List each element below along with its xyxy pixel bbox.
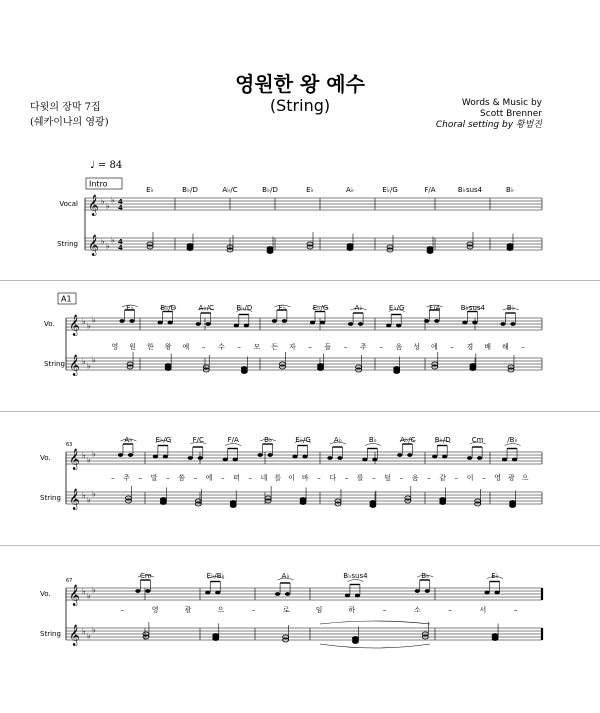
album-line-2: (쉐카이나의 영광) [30,117,109,128]
flat-icon: ♭ [92,315,96,325]
note-head [362,458,367,462]
flat-icon: ♭ [101,197,105,206]
flat-icon: ♭ [92,585,96,595]
chord-symbol: B♭ [505,186,515,194]
lyric-syllable: 음 [395,343,403,351]
chord-symbol: E♭/G [155,436,172,444]
lyric-syllable: – [343,343,348,351]
note-head [302,455,307,459]
lyric-syllable: – [251,606,256,614]
note-head [318,367,324,371]
chord-symbol: A♭ [124,436,133,444]
flat-icon: ♭ [87,631,91,641]
lyric-syllable: – [193,474,198,482]
chord-symbol: B♭/D [182,186,198,194]
note-head [244,324,249,328]
note-head [355,594,360,598]
note-head [407,453,412,457]
flat-icon: ♭ [87,591,91,601]
chord-symbol: B♭ [264,436,273,444]
lyric-syllable: 한 [146,343,154,351]
note-head [223,458,228,462]
chord-symbol: B♭sus4 [457,186,483,194]
note-head [424,319,429,323]
song-title: 영원한 왕 예수 [235,72,365,96]
chord-symbol: E♭ [306,186,314,194]
lyric-syllable: 음 [411,474,419,482]
note-head [158,321,163,325]
lyric-syllable: – [248,474,253,482]
flat-icon: ♭ [82,491,86,500]
chord-symbol: B♭/D [434,436,451,444]
flat-icon: ♭ [111,195,115,205]
chord-symbol: A♭ [333,436,343,444]
treble-clef-icon: 𝄞 [88,235,99,256]
note-head [135,589,140,593]
note-head [397,453,402,457]
note-head [510,504,516,508]
note-head [358,322,363,326]
lyric-syllable: 원 [129,343,137,351]
lyric-syllable: – [448,606,452,614]
lyric-syllable: 로 [282,606,290,614]
note-head [215,591,220,595]
chord-symbol: F/A [429,304,441,312]
lyric-syllable: 주 [123,474,130,482]
measure-number: 67 [66,578,73,584]
lyric-syllable: 들 [324,343,332,351]
note-head [196,322,201,326]
note-head [118,453,123,457]
chord-symbol: E♭/G [388,304,405,312]
flat-icon: ♭ [82,357,86,366]
note-head [477,456,482,460]
note-head [432,455,437,459]
chord-symbol: E♭ [126,304,134,312]
note-head [300,501,306,505]
album-line-1: 다윗의 장막 7집 [30,102,101,113]
lyric-syllable: 모 [253,343,261,351]
lyric-syllable: 덮 [384,474,392,482]
note-head [327,456,332,460]
rehearsal-mark: Intro [89,179,108,189]
tempo-value: = 84 [97,160,123,171]
note-head [267,250,273,254]
note-head [415,589,420,593]
chord-symbol: Cm [140,572,152,580]
treble-clef-icon: 𝄞 [69,625,80,646]
tie-slur [320,644,430,648]
lyric-syllable: 이 [466,474,474,482]
song-subtitle: (String) [269,96,331,115]
note-head [160,501,166,505]
lyric-syllable: 네 [260,474,268,482]
lyric-syllable: 자 [288,343,296,351]
note-head [386,324,391,328]
note-head [470,367,476,371]
note-head [396,324,401,328]
flat-icon: ♭ [82,317,86,326]
chord-symbol: A♭/C [198,304,214,312]
chord-symbol: Cm [471,436,484,444]
words-music-label: Words & Music by [461,98,542,108]
instrument-label: String [40,630,61,638]
flat-icon: ♭ [87,495,91,505]
note-head [512,458,517,462]
note-head [285,592,290,596]
chord-symbol: A♭ [354,304,363,312]
note-head [492,637,498,641]
lyric-syllable: 든 [271,343,279,351]
note-head [442,455,447,459]
lyric-syllable: – [482,474,486,482]
lyric-syllable: – [379,343,383,351]
note-head [500,322,505,326]
rehearsal-mark: A1 [61,294,72,304]
lyric-syllable: – [513,606,518,614]
lyric-syllable: – [344,474,349,482]
note-head [234,324,239,328]
lyric-syllable: 성 [413,343,421,351]
quarter-note-icon: ♩ [90,160,95,171]
note-head [128,453,133,457]
note-head [502,458,507,462]
note-head [188,456,193,460]
chord-symbol: A♭ [281,572,290,580]
lyric-syllable: 임 [315,606,323,614]
note-head [472,321,477,325]
note-head [440,501,446,505]
note-head [282,319,287,323]
note-head [467,456,472,460]
lyric-syllable: 예 [182,343,190,351]
note-head [198,456,203,460]
chord-symbol: B♭sus4 [343,572,368,580]
lyric-syllable: 영 [494,474,502,482]
time-signature: 4 [118,198,123,206]
note-head [153,455,158,459]
lyric-syllable: – [427,474,431,482]
note-head [268,453,273,457]
chord-symbol: B♭/D [160,304,177,312]
note-head [187,247,193,251]
instrument-label: Vocal [59,200,78,208]
lyric-syllable: 말 [150,474,158,482]
chord-symbol: F/A [424,186,436,194]
note-head [507,247,513,251]
measure-number: 63 [66,442,73,448]
instrument-label: String [40,494,61,502]
lyric-syllable: 으 [521,474,529,482]
flat-icon: ♭ [82,451,86,460]
note-head [241,370,247,374]
note-head [272,319,277,323]
lyric-syllable: – [372,474,376,482]
flat-icon: ♭ [87,321,91,331]
tie-slur [320,621,430,624]
chord-symbol: E♭ [146,186,154,194]
time-signature: 4 [118,244,123,252]
lyric-syllable: 광 [184,606,192,614]
flat-icon: ♭ [82,627,86,636]
lyric-syllable: 배 [484,343,492,351]
note-head [425,589,430,593]
note-head [484,591,489,595]
chord-symbol: B♭ [368,436,377,444]
lyric-syllable: 이 [288,474,295,482]
note-head [337,456,342,460]
treble-clef-icon: 𝄞 [88,195,99,216]
note-head [394,370,400,374]
flat-icon: ♭ [92,489,96,499]
chord-symbol: E♭ [278,304,287,312]
flat-icon: ♭ [106,201,110,211]
treble-clef-icon: 𝄞 [69,489,80,510]
lyric-syllable: 씀 [178,474,185,482]
note-head [434,319,439,323]
instrument-label: Vo. [40,454,51,462]
note-head [205,591,210,595]
note-head [347,247,353,251]
note-head [370,504,376,508]
note-head [310,321,315,325]
lyric-syllable: 같 [439,474,447,482]
lyric-syllable: 해 [501,343,509,351]
note-head [345,594,350,598]
lyric-syllable: 영 [151,606,159,614]
lyric-syllable: – [317,474,321,482]
lyric-syllable: – [120,606,125,614]
lyric-syllable: – [166,474,170,482]
treble-clef-icon: 𝄞 [69,449,80,470]
lyric-syllable: 떠 [233,474,240,482]
note-head [129,319,134,323]
lyric-syllable: 소 [413,606,421,614]
lyric-syllable: 를 [274,474,282,482]
note-head [230,504,236,508]
lyric-syllable: – [382,606,387,614]
flat-icon: ♭ [92,625,96,635]
flat-icon: ♭ [87,455,91,465]
treble-clef-icon: 𝄞 [69,585,80,606]
time-signature: 4 [118,204,123,212]
lyric-syllable: – [201,343,206,351]
lyric-syllable: 다 [329,474,337,482]
chord-symbol: B♭/D [262,186,278,194]
note-head [163,455,168,459]
flat-icon: ♭ [87,361,91,371]
note-head [292,455,297,459]
lyric-syllable: 에 [430,343,438,351]
chord-symbol: B♭ [506,304,516,312]
lyric-syllable: 하 [348,606,356,614]
lyric-syllable: – [308,343,312,351]
flat-icon: ♭ [82,587,86,596]
lyric-syllable: 를 [356,474,364,482]
flat-icon: ♭ [111,235,115,245]
treble-clef-icon: 𝄞 [69,315,80,336]
note-head [206,322,211,326]
chord-symbol: B♭/D [236,304,253,312]
instrument-label: String [57,240,78,248]
note-head [233,458,238,462]
note-head [494,591,499,595]
lyric-syllable: 서 [479,606,487,614]
lyric-syllable: 영 [111,343,119,351]
chord-symbol: E♭/G [382,186,398,194]
lyric-syllable: 왕 [164,343,172,351]
chord-symbol: B♭sus4 [460,304,486,312]
instrument-label: Vo. [40,590,51,598]
note-head [352,640,358,644]
lyric-syllable: 광 [508,474,515,482]
chord-symbol: A♭/C [222,186,238,194]
time-signature: 4 [118,238,123,246]
note-head [462,321,467,325]
lyric-syllable: – [454,474,459,482]
note-head [258,453,263,457]
chord-symbol: E♭ [491,572,499,580]
lyric-syllable: – [138,474,143,482]
lyric-syllable: – [111,474,115,482]
chord-symbol: /B♭ [507,436,518,444]
treble-clef-icon: 𝄞 [69,355,80,376]
note-head [510,322,515,326]
flat-icon: ♭ [101,237,105,246]
chord-symbol: E♭/B♭ [206,572,225,580]
lyric-syllable: 경 [466,343,474,351]
lyric-syllable: 주 [359,343,367,351]
note-head [119,319,124,323]
instrument-label: Vo. [44,320,55,328]
chord-symbol: A♭ [345,186,355,194]
chord-symbol: A♭/C [400,436,416,444]
note-head [168,321,173,325]
chord-symbol: F/C [192,436,204,444]
lyric-syllable: 수 [217,343,225,351]
flat-icon: ♭ [92,449,96,459]
lyric-syllable: – [399,474,404,482]
lyric-syllable: 바 [301,474,309,482]
note-head [427,250,433,254]
note-head [348,322,353,326]
note-head [372,458,377,462]
lyric-syllable: 에 [205,474,213,482]
note-head [213,637,219,641]
lyric-syllable: – [450,343,454,351]
chord-symbol: E♭/G [312,304,329,312]
instrument-label: String [44,360,65,368]
note-head [165,367,171,371]
lyric-syllable: – [521,343,525,351]
flat-icon: ♭ [106,241,110,251]
lyric-syllable: – [237,343,241,351]
chord-symbol: F/A [227,436,239,444]
lyric-syllable: 으 [217,606,225,614]
chord-symbol: E♭/G [295,436,311,444]
composer-name: Scott Brenner [480,109,542,119]
chord-symbol: B♭ [421,572,430,580]
note-head [145,589,150,593]
flat-icon: ♭ [92,355,96,365]
note-head [320,321,325,325]
lyric-syllable: – [221,474,225,482]
choral-credit: Choral setting by 황범진 [435,120,542,130]
note-head [275,592,280,596]
